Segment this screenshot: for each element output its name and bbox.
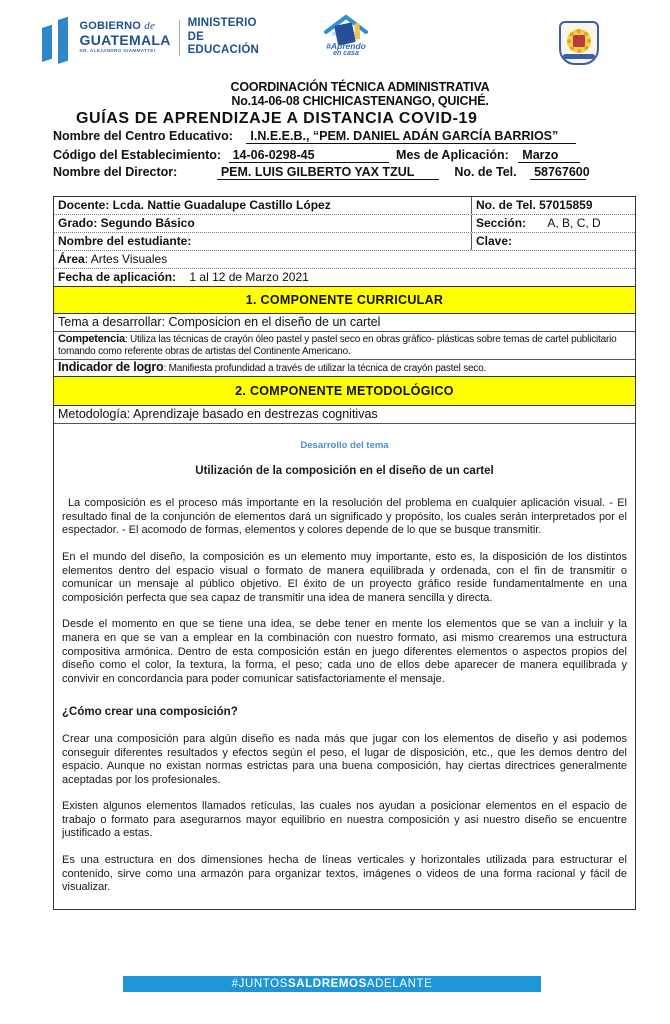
coordinacion-title: COORDINACIÓN TÉCNICA ADMINISTRATIVA	[230, 80, 490, 94]
guias-title: GUÍAS DE APRENDIZAJE A DISTANCIA COVID-19	[76, 110, 478, 127]
director-tel-label: No. de Tel.	[454, 165, 517, 179]
clave-cell[interactable]: Clave:	[476, 234, 513, 248]
codigo-value: 14-06-0298-45	[229, 148, 389, 163]
gobierno-wordmark	[80, 21, 171, 54]
crest-ribbon	[563, 54, 595, 59]
docente-row	[54, 197, 635, 215]
centro-educativo-row	[53, 129, 576, 144]
mes-value: Marzo	[518, 148, 580, 163]
gobierno-de: de	[144, 20, 156, 33]
fecha-value: 1 al 12 de Marzo 2021	[189, 270, 309, 284]
crest-center-icon	[573, 35, 585, 47]
tema-row: Tema a desarrollar: Composicion en el diseño de un cartel	[54, 314, 635, 332]
centro-label: Nombre del Centro Educativo:	[53, 129, 233, 143]
logo-divider	[179, 20, 180, 56]
estudiante-cell[interactable]: Nombre del estudiante:	[54, 233, 472, 250]
codigo-label: Código del Establecimiento:	[53, 148, 222, 162]
area-label: Área	[58, 252, 85, 266]
componente-curricular-header: 1. COMPONENTE CURRICULAR	[54, 286, 635, 314]
municipio-title: No.14-06-08 CHICHICASTENANGO, QUICHÉ.	[231, 94, 489, 108]
director-label: Nombre del Director:	[53, 165, 178, 179]
director-value: PEM. LUIS GILBERTO YAX TZUL	[217, 165, 439, 180]
indicador-label: Indicador de logro	[58, 360, 164, 374]
indicador-value: : Manifiesta profundidad a través de utilizar la técnica de crayón pastel seco.	[163, 363, 487, 374]
desarrollo-content	[54, 439, 635, 909]
fecha-label: Fecha de aplicación:	[58, 270, 177, 284]
docente-cell: Docente: Lcda. Nattie Guadalupe Castillo López	[54, 197, 472, 214]
indicador-row	[54, 360, 635, 376]
paragraph: Desde el momento en que se tiene una idea, se debe tener en mente los elementos que se van a incluir y la manera en que se van a emplear en la combinación con nuestro formato, asi mismo crearemos una estructura compositiva armónica. Dentro de esta composición están en juego diferentes elementos o aspectos propios del diseño como el color, la textura, la forma, el peso; cada uno de ellos debe aparecer de manera equilibrada y convivir en concordancia para poder comunicar satisfactoriamente el mensaje.	[62, 618, 627, 685]
hashtag-part3: ADELANTE	[366, 978, 433, 990]
ministerio-wordmark	[188, 17, 270, 58]
grado-cell: Grado: Segundo Básico	[54, 215, 472, 232]
footer-hashtag-banner	[123, 976, 541, 992]
area-value: : Artes Visuales	[84, 252, 168, 266]
director-tel-value: 58767600	[530, 165, 586, 180]
gobierno-guatemala-logo	[40, 10, 270, 65]
school-crest-logo	[559, 21, 599, 65]
mes-label: Mes de Aplicación:	[396, 148, 509, 162]
competencia-row	[54, 332, 635, 360]
question-heading: ¿Cómo crear una composición?	[62, 706, 238, 719]
guide-table	[53, 196, 636, 910]
seccion-value: A, B, C, D	[547, 216, 601, 230]
grado-row	[54, 215, 635, 233]
ministerio-line1: MINISTERIO DE	[187, 16, 257, 43]
director-row	[53, 165, 590, 180]
componente-metodologico-header: 2. COMPONENTE METODOLÓGICO	[54, 376, 635, 406]
seccion-label: Sección:	[476, 216, 527, 230]
area-row	[54, 251, 635, 269]
area-cell	[54, 251, 171, 268]
paragraph: Es una estructura en dos dimensiones hecha de líneas verticales y horizontales utilizada para estructurar el contenido, sirve como una armazón para organizar textos, imágenes o videos de una forma racional y fácil de visualizar.	[62, 854, 627, 894]
hashtag-part1: #JUNTOS	[231, 978, 288, 990]
paragraph: En el mundo del diseño, la composición es un elemento muy importante, esto es, la disposición de los distintos elementos dentro del espacio visual o formato de manera equilibrada y ordenada, con el fin de transmitir o comunicar un mensaje al público objetivo. El éxito de un proyecto gráfico reside fundamentalmente en una composición perfecta que sea capaz de transmitir una idea de manera sencilla y directa.	[62, 550, 627, 604]
aprendo-label	[320, 43, 372, 57]
competencia-value: : Utiliza las técnicas de crayón óleo pastel y pastel seco en obras gráfico- plásticas sobre temas de cartel publicitario tomando como referente obras de artistas del Continente Americano.	[58, 334, 617, 357]
codigo-row	[53, 148, 580, 163]
fecha-cell	[54, 269, 313, 286]
gobierno-line2: GUATEMALA	[79, 32, 171, 49]
hashtag-part2: SALDREMOS	[287, 978, 367, 990]
aprendo-en-casa-logo	[320, 14, 372, 62]
competencia-label: Competencia	[58, 333, 125, 345]
desarrollo-label: Desarrollo del tema	[300, 440, 389, 451]
metodologia-row: Metodología: Aprendizaje basado en destrezas cognitivas	[54, 406, 635, 424]
paragraph: Existen algunos elementos llamados retículas, las cuales nos ayudan a posicionar elementos en el espacio de trabajo o formato para asegurarnos mayor equilibrio en nuestra composición y asi nuestro diseño se encuentre justificado a estas.	[62, 800, 627, 840]
aprendo-line2: en casa	[333, 49, 359, 57]
aprendo-line1: #Aprendo	[326, 41, 366, 51]
seccion-cell	[472, 215, 635, 232]
estudiante-row	[54, 233, 635, 251]
docente-tel-cell: No. de Tel. 57015859	[476, 198, 593, 212]
paragraph: La composición es el proceso más importante en la resolución del problema en cualquier aplicación visual. - El resultado final de la conjunción de elementos dará un significado y propósito, los cuales serán interpretados por el espectador. - El acomodo de formas, elementos y colores depende de lo que se busque transmitir.	[62, 497, 627, 537]
gobierno-bars-icon	[40, 12, 72, 64]
centro-value: I.N.E.E.B., “PEM. DANIEL ADÁN GARCÍA BARRIOS”	[246, 129, 576, 144]
ministerio-line2: EDUCACIÓN	[187, 44, 260, 57]
gobierno-line1: GOBIERNO	[79, 20, 142, 33]
content-title: Utilización de la composición en el diseño de un cartel	[195, 464, 494, 477]
gobierno-sub: DR. ALEJANDRO GIAMMATTEI	[79, 48, 156, 54]
paragraph: Crear una composición para algún diseño es nada más que jugar con los elementos de diseño y asi podemos conseguir diferentes resultados y efectos según el peso, el lugar de disposición, etc., que les demos dentro del espacio. Aunque no existan normas estrictas para una buena composición, hay ciertas directrices generalmente aceptadas por los profesionales.	[62, 732, 627, 786]
fecha-row	[54, 269, 635, 286]
